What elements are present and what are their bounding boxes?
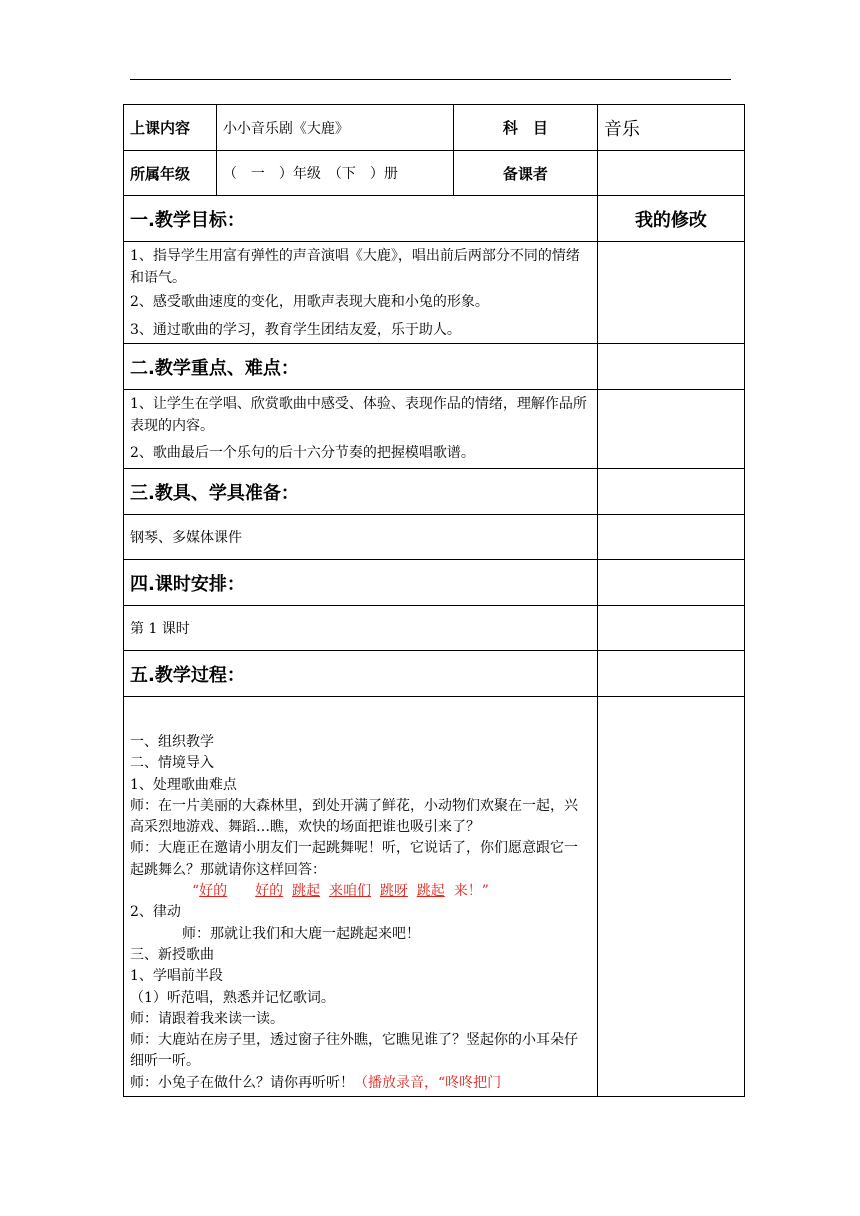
- process-line: （1）听范唱，熟悉并记忆歌词。: [130, 989, 335, 1006]
- schedule-title: 四.课时安排：: [124, 560, 598, 606]
- row-schedule-title: [124, 560, 745, 606]
- chant-word: 好的: [255, 883, 284, 900]
- row-lesson: [124, 105, 745, 151]
- process-line: 1、学唱前半段: [130, 968, 223, 985]
- row-tools-title: [124, 469, 745, 515]
- lesson-value: 小小音乐剧《大鹿》: [216, 105, 453, 151]
- revision-cell: [597, 606, 744, 651]
- focus-item: 2、歌曲最后一个乐句的后十六分节奏的把握模唱歌谱。: [130, 445, 475, 461]
- row-tools: [124, 515, 745, 560]
- grade-label: 所属年级: [124, 151, 217, 196]
- revision-cell: [597, 651, 744, 697]
- row-schedule: [124, 606, 745, 651]
- schedule-content: 第 1 课时: [124, 606, 598, 651]
- process-content: [124, 697, 598, 1097]
- tools-content: 钢琴、多媒体课件: [124, 515, 598, 560]
- process-line: 师：大鹿站在房子里，透过窗子往外瞧，它瞧见谁了？竖起你的小耳朵仔细听一听。: [130, 1032, 578, 1070]
- process-title: 五.教学过程：: [124, 651, 598, 697]
- row-grade: [124, 151, 745, 196]
- chant-word: 跳起: [292, 883, 321, 900]
- chant-word: 来咱们: [328, 883, 371, 900]
- revision-cell: [597, 469, 744, 515]
- goals-content: [124, 242, 598, 344]
- process-text: 师：小兔子在做什么？请你再听听！: [130, 1074, 354, 1091]
- process-line: 师：那就让我们和大鹿一起跳起来吧！: [182, 925, 420, 942]
- goals-title: 一.教学目标：: [124, 196, 598, 242]
- chant-word: 跳起: [416, 883, 445, 900]
- revision-cell: [597, 390, 744, 469]
- preparer-value: [597, 151, 744, 196]
- process-note: （播放录音，“咚咚把门: [354, 1074, 502, 1091]
- quote-mark: “: [192, 883, 200, 900]
- process-line: 二、情境导入: [130, 755, 214, 772]
- goal-item: 2、感受歌曲速度的变化，用歌声表现大鹿和小兔的形象。: [130, 294, 489, 310]
- revision-cell: [597, 697, 744, 1097]
- row-focus-title: [124, 344, 745, 390]
- revision-label: 我的修改: [597, 196, 744, 242]
- process-line: 师：请跟着我来读一读。: [130, 1010, 284, 1027]
- goal-item: 3、通过歌曲的学习，教育学生团结友爱，乐于助人。: [130, 321, 461, 338]
- row-goals-title: [124, 196, 745, 242]
- process-line: 一、组织教学: [130, 734, 214, 750]
- lesson-plan-table: [123, 104, 745, 1097]
- tools-title: 三.教具、学具准备：: [124, 469, 598, 515]
- process-line: 师：大鹿正在邀请小朋友们一起跳舞呢！听，它说话了，你们愿意跟它一起跳舞么？那就请你这样回答：: [130, 840, 578, 878]
- chant-word: 好的: [199, 883, 228, 900]
- revision-cell: [597, 560, 744, 606]
- goal-item: 1、指导学生用富有弹性的声音演唱《大鹿》，唱出前后两部分不同的情绪和语气。: [130, 248, 580, 286]
- row-process: [124, 697, 745, 1097]
- chant-word: 跳呀: [379, 883, 408, 900]
- chant-word: 来！”: [453, 883, 489, 900]
- process-line: 师：在一片美丽的大森林里，到处开满了鲜花，小动物们欢聚在一起，兴高采烈地游戏、舞蹈…瞧，欢快的场面把谁也吸引来了？: [130, 797, 578, 836]
- subject-label: 科 目: [453, 105, 597, 151]
- process-line: [130, 1073, 591, 1094]
- preparer-label: 备课者: [453, 151, 597, 196]
- revision-cell: [597, 344, 744, 390]
- lesson-label: 上课内容: [124, 105, 217, 151]
- revision-cell: [597, 515, 744, 560]
- row-goals: [124, 242, 745, 344]
- process-line: 1、处理歌曲难点: [130, 776, 237, 793]
- header-rule: [130, 79, 731, 80]
- row-process-title: [124, 651, 745, 697]
- focus-item: 1、让学生在学唱、欣赏歌曲中感受、体验、表现作品的情绪，理解作品所表现的内容。: [130, 396, 587, 434]
- revision-cell: [597, 242, 744, 344]
- chant-line: [130, 881, 591, 902]
- process-line: 三、新授歌曲: [130, 946, 214, 963]
- grade-value: （ 一 ）年级 （下 ）册: [216, 151, 453, 196]
- focus-title: 二.教学重点、难点：: [124, 344, 598, 390]
- focus-content: [124, 390, 598, 469]
- row-focus: [124, 390, 745, 469]
- subject-value: 音乐: [597, 105, 744, 151]
- process-line: 2、律动: [130, 904, 181, 921]
